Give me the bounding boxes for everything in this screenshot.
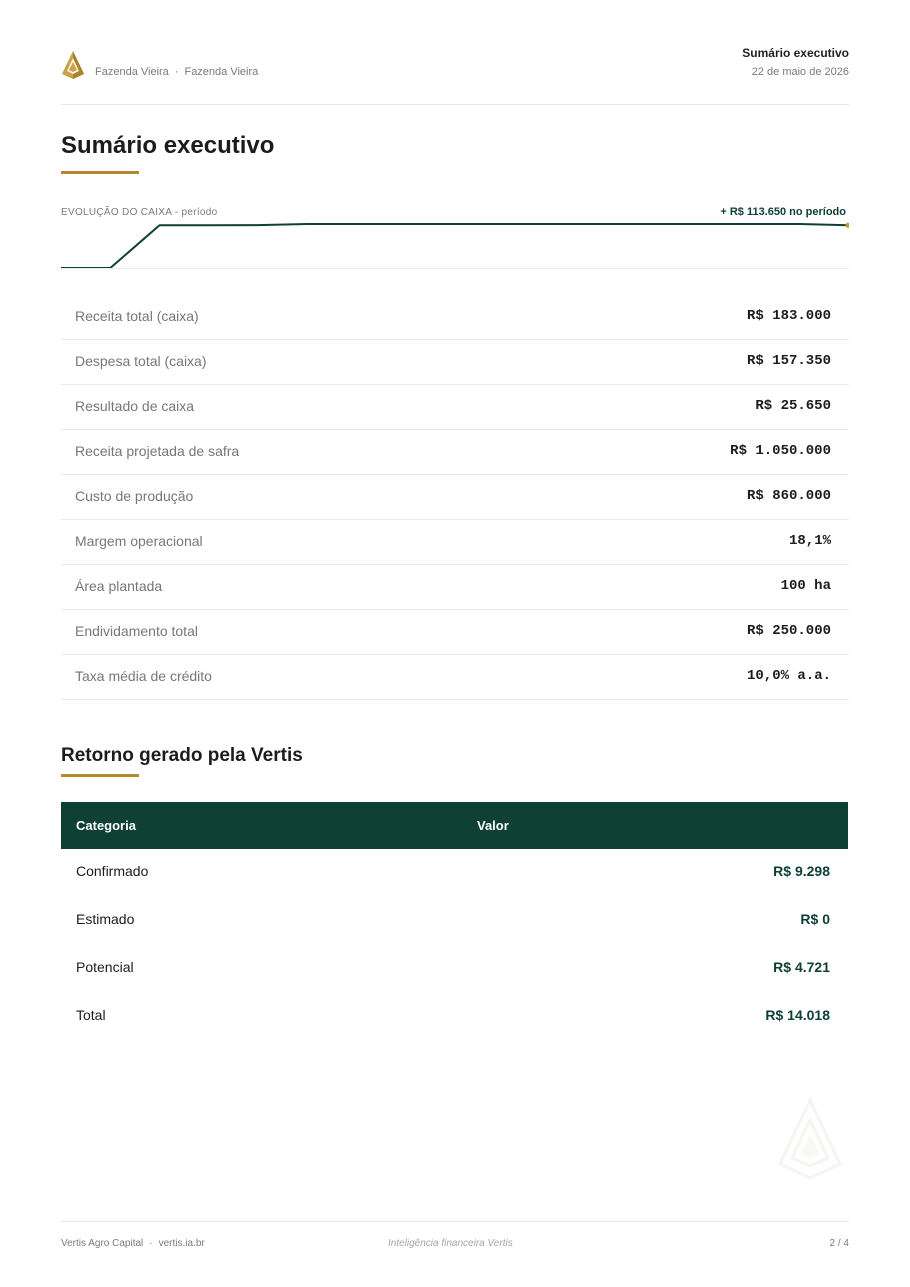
metric-row [61, 610, 849, 655]
returns-title-underline [61, 774, 139, 777]
row-value: R$ 4.721 [773, 959, 830, 975]
table-row [61, 993, 848, 1041]
metric-row [61, 385, 849, 430]
table-row [61, 897, 848, 945]
row-category: Total [76, 1007, 106, 1023]
footer-company [61, 1238, 205, 1249]
table-row [61, 849, 848, 897]
metric-value: 10,0% a.a. [746, 668, 831, 684]
metric-label: Margem operacional [75, 533, 203, 549]
header-meta [742, 46, 849, 78]
metric-label: Receita total (caixa) [75, 308, 199, 324]
header-farm-secondary: Fazenda Vieira [184, 66, 259, 78]
header-farm-primary: Fazenda Vieira [95, 66, 169, 78]
returns-title: Retorno gerado pela Vertis [61, 745, 303, 766]
footer-divider [61, 1221, 849, 1222]
metric-value: R$ 860.000 [746, 488, 831, 504]
metric-row [61, 340, 849, 385]
cash-evolution-label: EVOLUÇÃO DO CAIXA - período [61, 207, 218, 218]
page-number: 2 / 4 [829, 1238, 849, 1249]
page-header [61, 44, 849, 104]
metric-value: R$ 183.000 [746, 308, 831, 324]
header-separator: · [174, 66, 179, 78]
metric-value: R$ 157.350 [746, 353, 831, 369]
title-underline [61, 171, 139, 174]
metric-label: Endividamento total [75, 623, 198, 639]
metrics-list [61, 295, 849, 700]
metric-label: Resultado de caixa [75, 398, 195, 414]
row-category: Potencial [76, 959, 134, 975]
footer-tagline: Inteligência financeira Vertis [388, 1238, 513, 1249]
header-date: 22 de maio de 2026 [751, 66, 849, 78]
header-farm [95, 66, 258, 78]
metric-row [61, 430, 849, 475]
cash-evolution-delta: + R$ 113.650 no período [720, 206, 846, 218]
row-value: R$ 0 [800, 911, 830, 927]
metric-row [61, 295, 849, 340]
cash-series-line [61, 224, 849, 268]
footer-company-name: Vertis Agro Capital [61, 1238, 144, 1249]
metric-value: 18,1% [788, 533, 831, 549]
col-value-header: Valor [477, 818, 509, 833]
row-value: R$ 14.018 [765, 1007, 830, 1023]
metric-label: Taxa média de crédito [75, 668, 212, 684]
metric-value: R$ 25.650 [755, 398, 831, 414]
metric-row [61, 565, 849, 610]
header-divider [61, 104, 849, 105]
footer-separator: · [149, 1238, 153, 1249]
footer-site-link[interactable]: vertis.ia.br [158, 1238, 205, 1249]
cash-evolution-chart [61, 200, 849, 270]
header-doc-title: Sumário executivo [742, 46, 849, 60]
vertis-watermark-icon [778, 1098, 842, 1180]
table-row [61, 945, 848, 993]
col-category-header: Categoria [76, 818, 136, 833]
row-value: R$ 9.298 [773, 863, 830, 879]
metric-row [61, 520, 849, 565]
metric-value: R$ 250.000 [746, 623, 831, 639]
returns-table-header [61, 802, 848, 849]
vertis-logo-icon [61, 50, 85, 80]
chart-divider [61, 268, 849, 269]
page-title: Sumário executivo [61, 132, 275, 159]
row-category: Estimado [76, 911, 135, 927]
metric-value: 100 ha [780, 578, 831, 594]
metric-label: Receita projetada de safra [75, 443, 240, 459]
returns-table-body [61, 849, 848, 1041]
returns-table [61, 802, 848, 1041]
metric-label: Custo de produção [75, 488, 194, 504]
metric-label: Despesa total (caixa) [75, 353, 207, 369]
row-category: Confirmado [76, 863, 149, 879]
cash-end-point [846, 223, 850, 228]
metric-value: R$ 1.050.000 [730, 443, 831, 459]
metric-label: Área plantada [75, 578, 163, 594]
metric-row [61, 655, 849, 700]
metric-row [61, 475, 849, 520]
